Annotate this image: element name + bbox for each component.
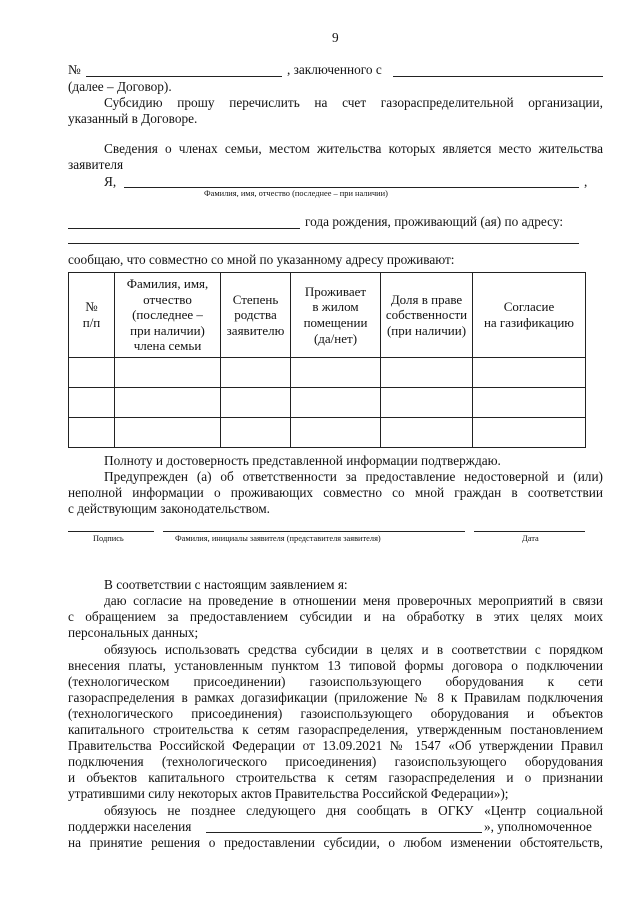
date-field[interactable] [474, 531, 585, 532]
table-cell[interactable] [473, 388, 586, 418]
notification-obligation-line: обязуюсь не позднее следующего дня сообщать в ОГКУ «Центр социальной [104, 803, 603, 818]
applicant-name-field[interactable] [163, 531, 465, 532]
subsidy-request-line2: указанный в Договоре. [68, 111, 198, 126]
obligations-intro: В соответствии с настоящим заявлением я: [104, 577, 348, 592]
family-section-heading: Сведения о членах семьи, местом жительства которых является место жительства [104, 141, 603, 156]
family-section-heading-cont: заявителя [68, 157, 124, 172]
column-header-resides: Проживает в жилом помещении (да/нет) [291, 273, 381, 358]
table-cell[interactable] [221, 388, 291, 418]
table-cell[interactable] [69, 418, 115, 448]
consent-line: персональных данных; [68, 625, 199, 640]
table-cell[interactable] [381, 418, 473, 448]
table-cell[interactable] [381, 358, 473, 388]
table-cell[interactable] [221, 358, 291, 388]
usage-obligation-line: обязуюсь использовать средства субсидии в целях и в соответствии с порядком [104, 642, 603, 657]
usage-obligation-line: (технологическом присоединении) газоиспользующего оборудования к сети [68, 674, 603, 689]
page-number: 9 [332, 30, 339, 45]
table-cell[interactable] [291, 418, 381, 448]
family-members-table [68, 272, 586, 448]
applicant-name-caption: Фамилия, инициалы заявителя (представителя заявителя) [175, 534, 381, 543]
table-cell[interactable] [473, 418, 586, 448]
column-header-number: № п/п [69, 273, 115, 358]
fio-caption: Фамилия, имя, отчество (последнее – при наличии) [204, 189, 388, 198]
table-cell[interactable] [473, 358, 586, 388]
table-row [69, 418, 586, 448]
table-header-row [69, 273, 586, 358]
social-support-center-field[interactable] [206, 832, 482, 833]
table-cell[interactable] [381, 388, 473, 418]
usage-obligation-line: газораспределения в рамках догазификации (приложение № 8 к Правилам подключения [68, 690, 603, 705]
contract-hereinafter: (далее – Договор). [68, 79, 172, 94]
fio-comma: , [584, 174, 588, 189]
contract-number-field[interactable] [86, 76, 282, 77]
usage-obligation-line: утратившими силу некоторых актов Правительства Российской Федерации»); [68, 786, 509, 801]
table-cell[interactable] [115, 418, 221, 448]
consent-line: даю согласие на проведение в отношении меня проверочных мероприятий в связи [104, 593, 603, 608]
cohabitants-intro: сообщаю, что совместно со мной по указанному адресу проживают: [68, 252, 455, 267]
column-header-gasification-consent: Согласие на газификацию [473, 273, 586, 358]
notification-obligation-line: », уполномоченное [484, 819, 592, 834]
table-row [69, 388, 586, 418]
table-cell[interactable] [69, 358, 115, 388]
table-cell[interactable] [291, 388, 381, 418]
usage-obligation-line: внесения платы, установленным пунктом 13 типовой формы договора о подключении [68, 658, 603, 673]
column-header-ownership-share: Доля в праве собственности (при наличии) [381, 273, 473, 358]
usage-obligation-line: капитального строительства к сетям газораспределения, утвержденным постановлением [68, 722, 603, 737]
contract-counterparty-field[interactable] [393, 76, 603, 77]
usage-obligation-line: и объектов капитального строительства к сетям газораспределения и о признании [68, 770, 603, 785]
contract-concluded-label: , заключенного с [287, 62, 382, 77]
signature-caption: Подпись [93, 534, 124, 543]
table-row [69, 358, 586, 388]
signature-field[interactable] [68, 531, 154, 532]
usage-obligation-line: Правительства Российской Федерации от 13.09.2021 № 1547 «Об утверждении Правил [68, 738, 603, 753]
table-cell[interactable] [69, 388, 115, 418]
ya-label: Я, [104, 174, 117, 189]
notification-obligation-line: на принятие решения о предоставлении субсидии, о любом изменении обстоятельств, [68, 835, 603, 850]
birth-year-field[interactable] [68, 228, 300, 229]
column-header-fio: Фамилия, имя, отчество (последнее – при наличии) члена семьи [115, 273, 221, 358]
liability-warning-line3: с действующим законодательством. [68, 501, 270, 516]
usage-obligation-line: (технологического присоединения) газоиспользующего оборудования и объектов [68, 706, 603, 721]
liability-warning-line2: неполной информации о проживающих совместно со мной граждан в соответствии [68, 485, 603, 500]
consent-line: с обращением за предоставлением субсидии и на обработку в этих целях моих [68, 609, 603, 624]
table-cell[interactable] [115, 358, 221, 388]
date-caption: Дата [522, 534, 539, 543]
subsidy-request-line1: Субсидию прошу перечислить на счет газораспределительной организации, [104, 95, 603, 110]
address-field[interactable] [68, 243, 579, 244]
contract-number-label: № [68, 62, 81, 77]
liability-warning-line1: Предупрежден (а) об ответственности за предоставление недостоверной и (или) [104, 469, 603, 484]
column-header-relation: Степень родства заявителю [221, 273, 291, 358]
table-cell[interactable] [291, 358, 381, 388]
birth-year-label: года рождения, проживающий (ая) по адресу: [305, 214, 564, 229]
table-cell[interactable] [221, 418, 291, 448]
applicant-fio-field[interactable] [124, 187, 579, 188]
notification-obligation-line: поддержки населения [68, 819, 192, 834]
usage-obligation-line: подключения (технологического присоединения) газоиспользующего оборудования [68, 754, 603, 769]
confirmation-statement: Полноту и достоверность представленной информации подтверждаю. [104, 453, 501, 468]
table-cell[interactable] [115, 388, 221, 418]
